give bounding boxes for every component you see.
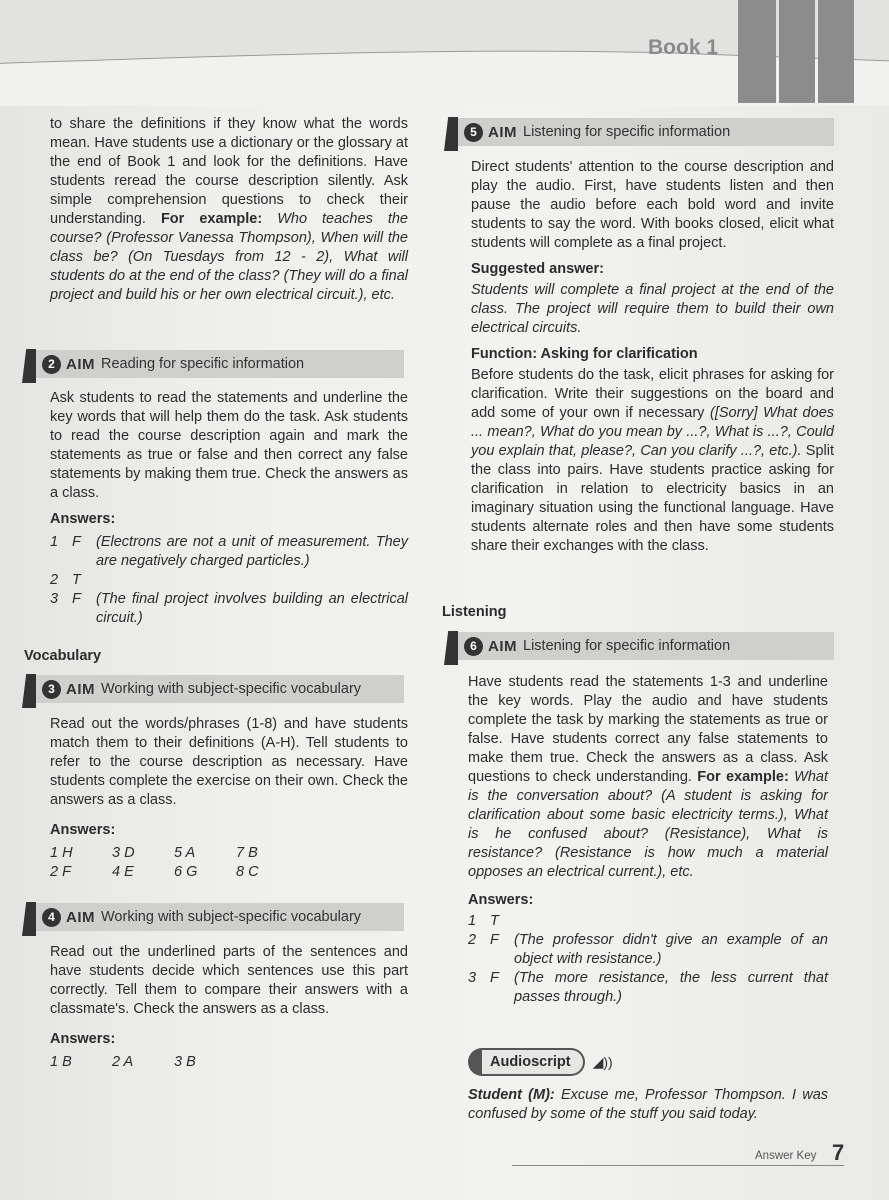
answer-row: 3 F (The final project involves building an electrical circuit.) — [50, 591, 408, 626]
function-phrases: ([Sorry] What does ... mean?, What do you mean by ...?, What is ...?, Could you explain that, please?, Can you clarify ...?, etc.). — [471, 405, 835, 459]
aim-label: AIM — [488, 637, 517, 655]
vocabulary-heading: Vocabulary — [24, 648, 102, 664]
aim-label: AIM — [66, 355, 95, 373]
book-title: Book 1 — [648, 36, 719, 59]
function-label: Function: Asking for clarification — [471, 346, 698, 362]
function-text: Before students do the task, elicit phrases for asking for clarification. Write their suggestions on the board and add some of your own if necessary — [471, 367, 834, 421]
aim-4-body — [50, 943, 408, 1072]
aim-label: AIM — [488, 123, 517, 141]
audioscript-text — [468, 1086, 828, 1124]
aim-3-header — [22, 674, 404, 704]
audioscript-label: Audioscript — [482, 1048, 585, 1076]
aim-3-answers: 1 H 3 D 5 A 7 B 2 F 4 E 6 G 8 C — [50, 845, 259, 880]
speaker-icon: ◢)) — [592, 1053, 613, 1070]
chapter-tabs — [738, 0, 854, 103]
aim-3-body — [50, 715, 408, 882]
aim-4-answers: 1 B 2 A 3 B — [50, 1054, 196, 1070]
function-text-2: Split the class into pairs. Have students practice asking for clarification in relation to electricity basics in an imaginary situation using the functional language. Have students alternate roles and then have some students share their exchanges with the class. — [471, 443, 835, 554]
aim-number: 4 — [42, 908, 61, 927]
aim-title: Reading for specific information — [101, 356, 305, 372]
answers-label: Answers: — [50, 511, 116, 527]
aim-5-header — [444, 117, 834, 147]
answer-row: 1 T — [468, 913, 499, 929]
aim-2-answers — [50, 533, 408, 628]
aim-title: Listening for specific information — [523, 124, 731, 140]
footer-label: Answer Key — [755, 1150, 817, 1162]
listening-heading: Listening — [442, 604, 507, 620]
aim-4-text: Read out the underlined parts of the sentences and have students decide which sentences use this part correctly. Tell them to compare their answers with a classmate's. Check the answers as a class. — [50, 944, 408, 1017]
for-example-label: For example: — [697, 769, 789, 785]
aim-number: 3 — [42, 680, 61, 699]
aim-3-text: Read out the words/phrases (1-8) and have students match them to their definitions (A-H). Tell students to refer to the course description as necessary. Have students complete the exercise on their own. Check the answers as a class. — [50, 716, 408, 808]
aim-number: 5 — [464, 123, 483, 142]
aim-6-answers — [468, 912, 828, 1007]
intro-text: to share the definitions if they know what the words mean. Have students use a dictionary or the glossary at the end of Book 1 and look for the definitions. Have students reread the course description silently. Ask simple comprehension questions to check their understanding. — [50, 116, 408, 227]
suggested-answer-label: Suggested answer: — [471, 261, 604, 277]
aim-number: 2 — [42, 355, 61, 374]
answer-row: 1 F (Electrons are not a unit of measurement. They are negatively charged particles.) — [50, 534, 408, 569]
aim-6-body — [468, 673, 828, 1007]
aim-title: Working with subject-specific vocabulary — [101, 681, 362, 697]
aim-label: AIM — [66, 680, 95, 698]
answers-label: Answers: — [50, 822, 116, 838]
intro-section — [50, 115, 408, 305]
answer-row: 3 F (The more resistance, the less current that passes through.) — [468, 970, 828, 1005]
aim-5-text: Direct students' attention to the course description and play the audio. First, have students listen and then pause the audio before each bold word and invite students to say the word. With books closed, elicit what students will complete as a final project. — [471, 159, 834, 251]
footer-rule — [512, 1165, 844, 1166]
audioscript-line: Excuse me, Professor Thompson. I was confused by some of the stuff you said today. — [468, 1087, 829, 1122]
audioscript-speaker: Student (M): — [468, 1087, 555, 1103]
aim-2-text: Ask students to read the statements and underline the key words that will help them do the task. Ask students to read the course description again and mark the statements as true or false and then correct any false statements by making them true. Check the answers as a class. — [50, 390, 408, 501]
for-example-label: For example: — [160, 211, 263, 227]
answers-label: Answers: — [468, 892, 534, 908]
aim-2-body — [50, 389, 408, 628]
page-number: 7 — [832, 1140, 845, 1165]
aim-number: 6 — [464, 637, 483, 656]
aim-2-header — [22, 349, 404, 379]
aim-label: AIM — [66, 908, 95, 926]
audioscript-badge — [468, 1048, 613, 1076]
answer-row: 2 F (The professor didn't give an example of an object with resistance.) — [468, 932, 828, 967]
aim-title: Listening for specific information — [523, 638, 731, 654]
aim-6-examples: What is the conversation about? (A student is asking for clarification about some basic electricity terms.), What is he confused about? (Resistance), What is resistance? (Resistance is how much a material opposes an electrical current.), etc. — [468, 769, 828, 880]
aim-5-body — [471, 158, 834, 556]
suggested-answer: Students will complete a final project at the end of the class. The project will require them to build their own electrical circuits. — [471, 282, 834, 336]
intro-examples: Who teaches the course? (Professor Vanessa Thompson), When will the class be? (On Tuesdays from 12 - 2), What will students do at the end of the class? (They will do a final project and build his or her own electrical circuit.), etc. — [50, 211, 408, 303]
answers-label: Answers: — [50, 1031, 116, 1047]
answer-row: 2 T — [50, 572, 81, 588]
aim-title: Working with subject-specific vocabulary — [101, 909, 362, 925]
aim-6-text: Have students read the statements 1-3 and underline the key words. Play the audio and have students complete the task by marking the statements as true or false. Have students correct any false statements to make them true. Check the answers as a class. Ask questions to check understanding. — [468, 674, 828, 785]
aim-4-header — [22, 902, 404, 932]
aim-6-header — [444, 631, 834, 661]
